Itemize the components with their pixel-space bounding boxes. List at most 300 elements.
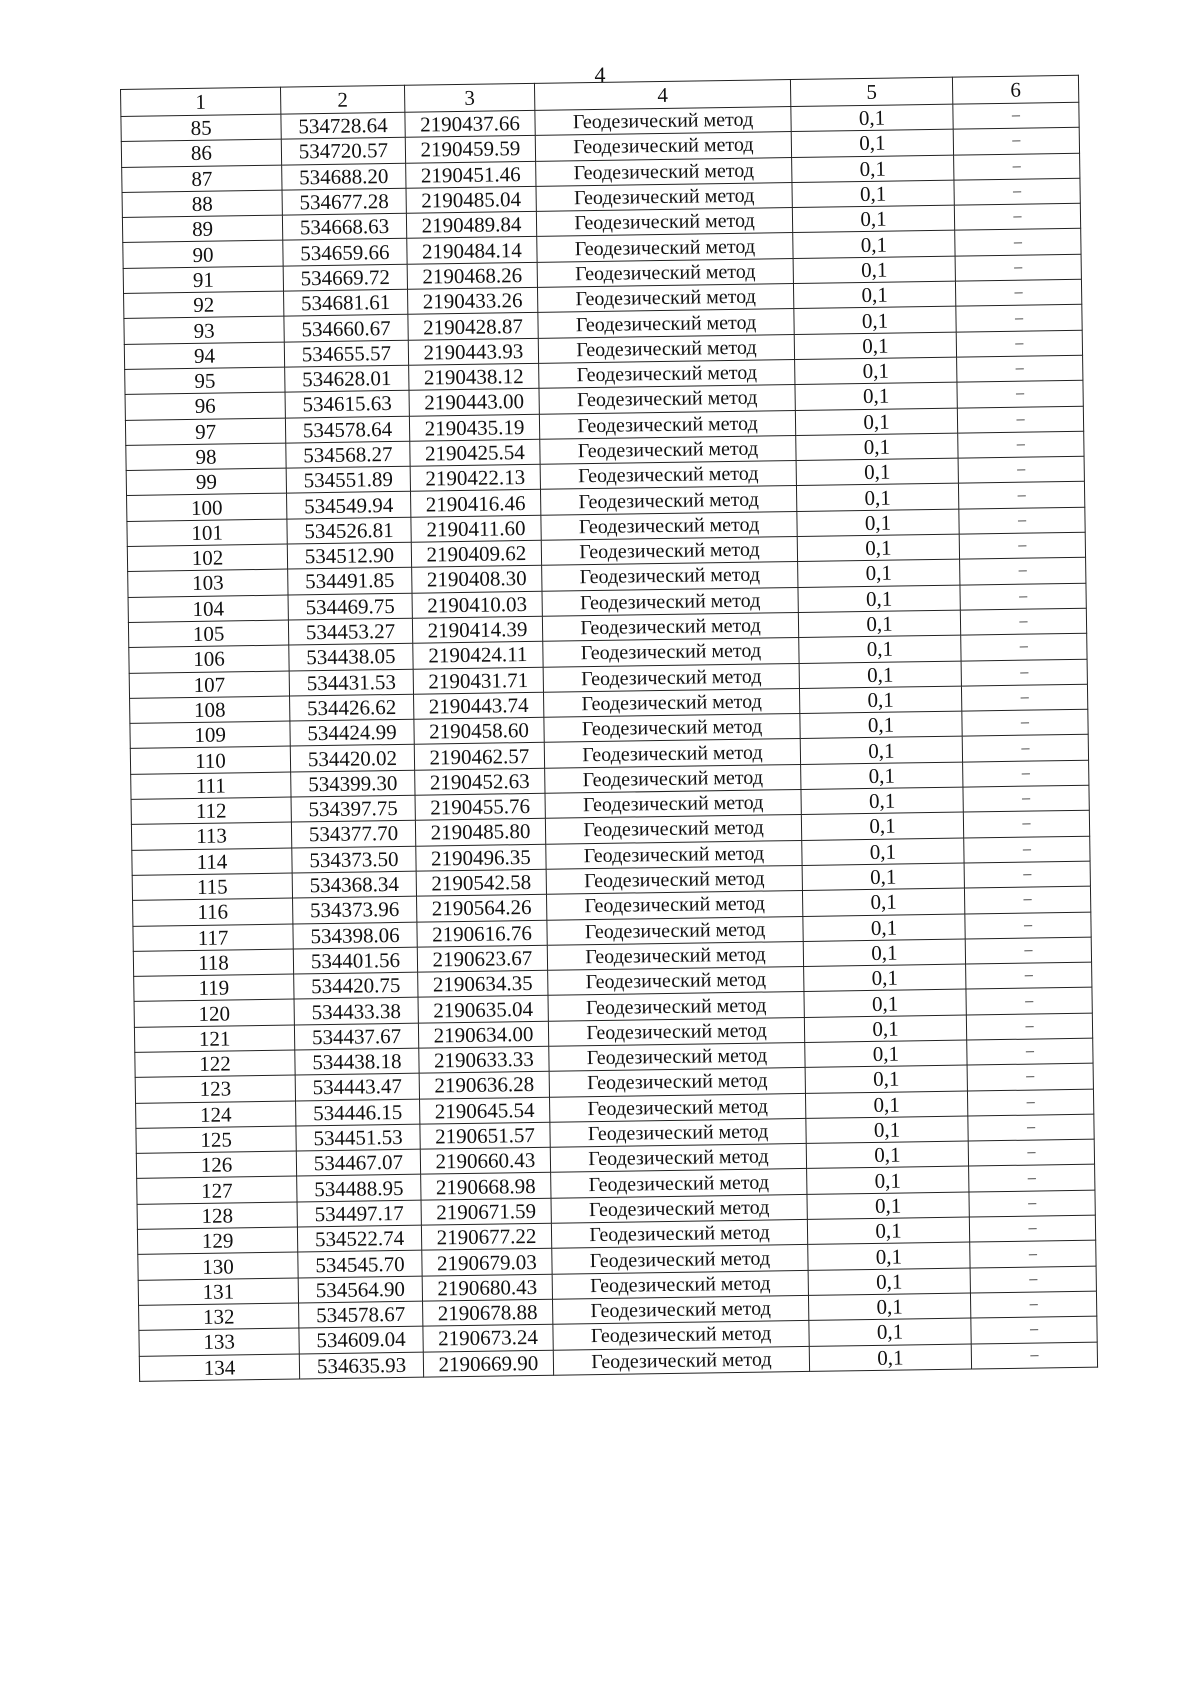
- description-cell: –: [963, 785, 1089, 812]
- y-coordinate-cell: 2190645.54: [420, 1097, 550, 1124]
- point-number-cell: 119: [134, 974, 294, 1002]
- x-coordinate-cell: 534669.72: [283, 264, 407, 291]
- point-number-cell: 99: [126, 468, 286, 496]
- method-cell: Геодезический метод: [553, 1321, 809, 1350]
- method-cell: Геодезический метод: [540, 461, 796, 490]
- description-cell: –: [954, 203, 1080, 230]
- method-cell: Геодезический метод: [537, 284, 793, 313]
- description-cell: –: [962, 709, 1088, 736]
- y-coordinate-cell: 2190623.67: [417, 945, 547, 972]
- description-cell: –: [968, 1114, 1094, 1141]
- x-coordinate-cell: 534728.64: [281, 112, 405, 139]
- x-coordinate-cell: 534491.85: [288, 568, 412, 595]
- y-coordinate-cell: 2190485.80: [415, 819, 545, 846]
- description-cell: –: [961, 659, 1087, 686]
- accuracy-cell: 0,1: [798, 559, 960, 587]
- y-coordinate-cell: 2190489.84: [406, 212, 536, 239]
- accuracy-cell: 0,1: [793, 231, 955, 259]
- x-coordinate-cell: 534660.67: [284, 315, 408, 342]
- description-cell: –: [956, 330, 1082, 357]
- x-coordinate-cell: 534526.81: [287, 517, 411, 544]
- accuracy-cell: 0,1: [796, 433, 958, 461]
- point-number-cell: 93: [124, 316, 284, 344]
- x-coordinate-cell: 534467.07: [296, 1149, 420, 1176]
- y-coordinate-cell: 2190484.14: [407, 237, 537, 264]
- x-coordinate-cell: 534668.63: [282, 213, 406, 240]
- method-cell: Геодезический метод: [545, 764, 801, 793]
- method-cell: Геодезический метод: [546, 865, 802, 894]
- accuracy-cell: 0,1: [802, 888, 964, 916]
- description-cell: –: [953, 102, 1079, 129]
- point-number-cell: 109: [130, 721, 290, 749]
- description-cell: –: [964, 836, 1090, 863]
- description-cell: –: [965, 937, 1091, 964]
- point-number-cell: 108: [130, 696, 290, 724]
- description-cell: –: [965, 912, 1091, 939]
- accuracy-cell: 0,1: [801, 762, 963, 790]
- point-number-cell: 129: [137, 1227, 297, 1255]
- x-coordinate-cell: 534469.75: [288, 593, 412, 620]
- description-cell: –: [957, 355, 1083, 382]
- y-coordinate-cell: 2190425.54: [410, 439, 540, 466]
- method-cell: Геодезический метод: [542, 562, 798, 591]
- description-cell: –: [963, 760, 1089, 787]
- description-cell: –: [969, 1215, 1095, 1242]
- x-coordinate-cell: 534564.90: [298, 1276, 422, 1303]
- y-coordinate-cell: 2190458.60: [414, 717, 544, 744]
- description-cell: –: [957, 406, 1083, 433]
- description-cell: –: [958, 456, 1084, 483]
- description-cell: –: [955, 254, 1081, 281]
- header-cell: 5: [790, 77, 952, 106]
- y-coordinate-cell: 2190437.66: [405, 110, 535, 137]
- x-coordinate-cell: 534578.64: [285, 416, 409, 443]
- accuracy-cell: 0,1: [794, 306, 956, 334]
- accuracy-cell: 0,1: [792, 180, 954, 208]
- y-coordinate-cell: 2190410.03: [412, 591, 542, 618]
- method-cell: Геодезический метод: [545, 789, 801, 818]
- y-coordinate-cell: 2190616.76: [417, 920, 547, 947]
- method-cell: Геодезический метод: [547, 941, 803, 970]
- accuracy-cell: 0,1: [809, 1318, 971, 1346]
- accuracy-cell: 0,1: [797, 534, 959, 562]
- method-cell: Геодезический метод: [545, 815, 801, 844]
- description-cell: –: [971, 1342, 1097, 1369]
- accuracy-cell: 0,1: [796, 484, 958, 512]
- accuracy-cell: 0,1: [793, 281, 955, 309]
- method-cell: Геодезический метод: [535, 132, 791, 161]
- x-coordinate-cell: 534397.75: [291, 795, 415, 822]
- x-coordinate-cell: 534398.06: [293, 922, 417, 949]
- method-cell: Геодезический метод: [537, 258, 793, 287]
- page-number: 4: [594, 62, 606, 87]
- y-coordinate-cell: 2190435.19: [409, 414, 539, 441]
- accuracy-cell: 0,1: [802, 863, 964, 891]
- description-cell: –: [967, 1038, 1093, 1065]
- x-coordinate-cell: 534655.57: [284, 340, 408, 367]
- description-cell: –: [969, 1165, 1095, 1192]
- point-number-cell: 106: [129, 645, 289, 673]
- method-cell: Геодезический метод: [553, 1346, 809, 1375]
- method-cell: Геодезический метод: [549, 1068, 805, 1097]
- x-coordinate-cell: 534373.50: [292, 846, 416, 873]
- accuracy-cell: 0,1: [803, 914, 965, 942]
- accuracy-cell: 0,1: [808, 1268, 970, 1296]
- point-number-cell: 117: [133, 924, 293, 952]
- method-cell: Геодезический метод: [550, 1118, 806, 1147]
- y-coordinate-cell: 2190428.87: [408, 313, 538, 340]
- x-coordinate-cell: 534512.90: [287, 542, 411, 569]
- x-coordinate-cell: 534497.17: [297, 1200, 421, 1227]
- point-number-cell: 103: [128, 569, 288, 597]
- accuracy-cell: 0,1: [805, 1091, 967, 1119]
- accuracy-cell: 0,1: [807, 1166, 969, 1194]
- method-cell: Геодезический метод: [536, 182, 792, 211]
- y-coordinate-cell: 2190669.90: [423, 1350, 553, 1377]
- description-cell: –: [957, 381, 1083, 408]
- x-coordinate-cell: 534424.99: [290, 719, 414, 746]
- point-number-cell: 124: [136, 1101, 296, 1129]
- description-cell: –: [962, 735, 1088, 762]
- method-cell: Геодезический метод: [543, 663, 799, 692]
- point-number-cell: 110: [130, 746, 290, 774]
- method-cell: Геодезический метод: [548, 992, 804, 1021]
- y-coordinate-cell: 2190633.33: [419, 1046, 549, 1073]
- y-coordinate-cell: 2190414.39: [412, 616, 542, 643]
- point-number-cell: 122: [135, 1050, 295, 1078]
- method-cell: Геодезический метод: [544, 739, 800, 768]
- point-number-cell: 107: [129, 671, 289, 699]
- accuracy-cell: 0,1: [799, 635, 961, 663]
- accuracy-cell: 0,1: [804, 989, 966, 1017]
- point-number-cell: 134: [139, 1354, 299, 1382]
- point-number-cell: 111: [131, 772, 291, 800]
- header-cell: 2: [280, 85, 404, 114]
- y-coordinate-cell: 2190678.88: [423, 1299, 553, 1326]
- description-cell: –: [967, 1089, 1093, 1116]
- y-coordinate-cell: 2190660.43: [420, 1147, 550, 1174]
- method-cell: Геодезический метод: [547, 916, 803, 945]
- method-cell: Геодезический метод: [541, 537, 797, 566]
- description-cell: –: [960, 583, 1086, 610]
- y-coordinate-cell: 2190416.46: [411, 490, 541, 517]
- accuracy-cell: 0,1: [795, 408, 957, 436]
- description-cell: –: [960, 558, 1086, 585]
- point-number-cell: 121: [134, 1025, 294, 1053]
- y-coordinate-cell: 2190635.04: [418, 996, 548, 1023]
- description-cell: –: [953, 128, 1079, 155]
- description-cell: –: [967, 1063, 1093, 1090]
- x-coordinate-cell: 534681.61: [284, 289, 408, 316]
- method-cell: Геодезический метод: [542, 587, 798, 616]
- method-cell: Геодезический метод: [540, 486, 796, 515]
- description-cell: –: [968, 1139, 1094, 1166]
- point-number-cell: 128: [137, 1202, 297, 1230]
- description-cell: –: [955, 279, 1081, 306]
- y-coordinate-cell: 2190409.62: [411, 540, 541, 567]
- header-cell: 3: [404, 83, 534, 112]
- description-cell: –: [964, 886, 1090, 913]
- description-cell: –: [963, 811, 1089, 838]
- y-coordinate-cell: 2190431.71: [413, 667, 543, 694]
- description-cell: –: [970, 1291, 1096, 1318]
- y-coordinate-cell: 2190443.93: [408, 338, 538, 365]
- x-coordinate-cell: 534373.96: [293, 896, 417, 923]
- description-cell: –: [964, 861, 1090, 888]
- y-coordinate-cell: 2190634.35: [418, 970, 548, 997]
- accuracy-cell: 0,1: [808, 1242, 970, 1270]
- y-coordinate-cell: 2190485.04: [406, 186, 536, 213]
- method-cell: Геодезический метод: [535, 107, 791, 136]
- accuracy-cell: 0,1: [791, 129, 953, 157]
- method-cell: Геодезический метод: [536, 208, 792, 237]
- coordinates-table: [120, 75, 1098, 1382]
- x-coordinate-cell: 534437.67: [294, 1023, 418, 1050]
- method-cell: Геодезический метод: [550, 1144, 806, 1173]
- point-number-cell: 113: [131, 822, 291, 850]
- y-coordinate-cell: 2190651.57: [420, 1122, 550, 1149]
- y-coordinate-cell: 2190496.35: [416, 844, 546, 871]
- y-coordinate-cell: 2190634.00: [418, 1021, 548, 1048]
- description-cell: –: [966, 988, 1092, 1015]
- y-coordinate-cell: 2190671.59: [421, 1198, 551, 1225]
- point-number-cell: 127: [137, 1176, 297, 1204]
- point-number-cell: 132: [139, 1303, 299, 1331]
- method-cell: Геодезический метод: [541, 511, 797, 540]
- method-cell: Геодезический метод: [551, 1169, 807, 1198]
- x-coordinate-cell: 534609.04: [299, 1326, 423, 1353]
- accuracy-cell: 0,1: [807, 1192, 969, 1220]
- accuracy-cell: 0,1: [795, 382, 957, 410]
- x-coordinate-cell: 534659.66: [283, 239, 407, 266]
- y-coordinate-cell: 2190433.26: [408, 287, 538, 314]
- x-coordinate-cell: 534635.93: [299, 1352, 423, 1379]
- description-cell: –: [954, 178, 1080, 205]
- accuracy-cell: 0,1: [801, 812, 963, 840]
- point-number-cell: 98: [126, 443, 286, 471]
- point-number-cell: 101: [127, 519, 287, 547]
- accuracy-cell: 0,1: [793, 256, 955, 284]
- description-cell: –: [966, 1013, 1092, 1040]
- point-number-cell: 90: [123, 241, 283, 269]
- x-coordinate-cell: 534377.70: [291, 821, 415, 848]
- method-cell: Геодезический метод: [537, 233, 793, 262]
- method-cell: Геодезический метод: [539, 410, 795, 439]
- point-number-cell: 89: [122, 215, 282, 243]
- accuracy-cell: 0,1: [807, 1217, 969, 1245]
- point-number-cell: 94: [124, 342, 284, 370]
- x-coordinate-cell: 534488.95: [297, 1175, 421, 1202]
- x-coordinate-cell: 534420.02: [290, 745, 414, 772]
- point-number-cell: 91: [123, 266, 283, 294]
- x-coordinate-cell: 534549.94: [287, 492, 411, 519]
- accuracy-cell: 0,1: [798, 610, 960, 638]
- header-cell: 6: [952, 75, 1078, 104]
- method-cell: Геодезический метод: [542, 612, 798, 641]
- x-coordinate-cell: 534443.47: [295, 1073, 419, 1100]
- point-number-cell: 130: [138, 1252, 298, 1280]
- point-number-cell: 118: [133, 949, 293, 977]
- accuracy-cell: 0,1: [801, 787, 963, 815]
- description-cell: –: [958, 482, 1084, 509]
- method-cell: Геодезический метод: [548, 967, 804, 996]
- point-number-cell: 102: [127, 544, 287, 572]
- point-number-cell: 126: [136, 1151, 296, 1179]
- accuracy-cell: 0,1: [791, 104, 953, 132]
- header-cell: 1: [121, 87, 281, 116]
- description-cell: –: [959, 532, 1085, 559]
- description-cell: –: [970, 1241, 1096, 1268]
- y-coordinate-cell: 2190443.74: [414, 692, 544, 719]
- description-cell: –: [961, 684, 1087, 711]
- y-coordinate-cell: 2190468.26: [407, 262, 537, 289]
- x-coordinate-cell: 534420.75: [294, 972, 418, 999]
- accuracy-cell: 0,1: [809, 1344, 971, 1372]
- coordinates-table-wrapper: [120, 75, 1097, 1382]
- y-coordinate-cell: 2190564.26: [417, 894, 547, 921]
- point-number-cell: 100: [127, 494, 287, 522]
- method-cell: Геодезический метод: [546, 891, 802, 920]
- y-coordinate-cell: 2190668.98: [421, 1173, 551, 1200]
- x-coordinate-cell: 534545.70: [298, 1251, 422, 1278]
- accuracy-cell: 0,1: [799, 686, 961, 714]
- accuracy-cell: 0,1: [794, 332, 956, 360]
- x-coordinate-cell: 534426.62: [290, 694, 414, 721]
- accuracy-cell: 0,1: [804, 1015, 966, 1043]
- point-number-cell: 125: [136, 1126, 296, 1154]
- accuracy-cell: 0,1: [804, 964, 966, 992]
- point-number-cell: 92: [124, 291, 284, 319]
- description-cell: –: [971, 1316, 1097, 1343]
- description-cell: –: [954, 153, 1080, 180]
- x-coordinate-cell: 534551.89: [286, 466, 410, 493]
- method-cell: Геодезический метод: [538, 334, 794, 363]
- x-coordinate-cell: 534688.20: [282, 163, 406, 190]
- accuracy-cell: 0,1: [800, 736, 962, 764]
- y-coordinate-cell: 2190677.22: [421, 1223, 551, 1250]
- description-cell: –: [955, 229, 1081, 256]
- y-coordinate-cell: 2190680.43: [422, 1274, 552, 1301]
- accuracy-cell: 0,1: [797, 509, 959, 537]
- accuracy-cell: 0,1: [796, 458, 958, 486]
- description-cell: –: [959, 507, 1085, 534]
- method-cell: Геодезический метод: [546, 840, 802, 869]
- x-coordinate-cell: 534446.15: [296, 1099, 420, 1126]
- x-coordinate-cell: 534451.53: [296, 1124, 420, 1151]
- header-cell: 4: [534, 80, 790, 111]
- method-cell: Геодезический метод: [536, 157, 792, 186]
- x-coordinate-cell: 534368.34: [292, 871, 416, 898]
- method-cell: Геодезический метод: [553, 1295, 809, 1324]
- accuracy-cell: 0,1: [795, 357, 957, 385]
- method-cell: Геодезический метод: [549, 1093, 805, 1122]
- accuracy-cell: 0,1: [802, 838, 964, 866]
- accuracy-cell: 0,1: [808, 1293, 970, 1321]
- point-number-cell: 96: [125, 392, 285, 420]
- x-coordinate-cell: 534677.28: [282, 188, 406, 215]
- method-cell: Геодезический метод: [551, 1219, 807, 1248]
- point-number-cell: 85: [121, 114, 281, 142]
- point-number-cell: 105: [128, 620, 288, 648]
- y-coordinate-cell: 2190438.12: [409, 363, 539, 390]
- description-cell: –: [966, 962, 1092, 989]
- table-body: [121, 75, 1098, 1381]
- point-number-cell: 88: [122, 190, 282, 218]
- accuracy-cell: 0,1: [803, 939, 965, 967]
- y-coordinate-cell: 2190408.30: [412, 566, 542, 593]
- y-coordinate-cell: 2190422.13: [410, 464, 540, 491]
- y-coordinate-cell: 2190451.46: [406, 161, 536, 188]
- x-coordinate-cell: 534453.27: [288, 618, 412, 645]
- point-number-cell: 116: [133, 898, 293, 926]
- x-coordinate-cell: 534568.27: [286, 441, 410, 468]
- method-cell: Геодезический метод: [539, 385, 795, 414]
- point-number-cell: 95: [125, 367, 285, 395]
- x-coordinate-cell: 534433.38: [294, 998, 418, 1025]
- method-cell: Геодезический метод: [538, 309, 794, 338]
- x-coordinate-cell: 534578.67: [299, 1301, 423, 1328]
- point-number-cell: 86: [121, 139, 281, 167]
- accuracy-cell: 0,1: [799, 661, 961, 689]
- description-cell: –: [960, 608, 1086, 635]
- accuracy-cell: 0,1: [806, 1141, 968, 1169]
- description-cell: –: [970, 1266, 1096, 1293]
- y-coordinate-cell: 2190636.28: [419, 1072, 549, 1099]
- method-cell: Геодезический метод: [548, 1017, 804, 1046]
- description-cell: –: [958, 431, 1084, 458]
- method-cell: Геодезический метод: [544, 714, 800, 743]
- description-cell: –: [969, 1190, 1095, 1217]
- accuracy-cell: 0,1: [792, 205, 954, 233]
- point-number-cell: 120: [134, 999, 294, 1027]
- y-coordinate-cell: 2190452.63: [415, 768, 545, 795]
- point-number-cell: 133: [139, 1328, 299, 1356]
- point-number-cell: 112: [131, 797, 291, 825]
- point-number-cell: 104: [128, 595, 288, 623]
- x-coordinate-cell: 534399.30: [291, 770, 415, 797]
- y-coordinate-cell: 2190673.24: [423, 1324, 553, 1351]
- method-cell: Геодезический метод: [549, 1042, 805, 1071]
- y-coordinate-cell: 2190443.00: [409, 389, 539, 416]
- y-coordinate-cell: 2190411.60: [411, 515, 541, 542]
- x-coordinate-cell: 534438.18: [295, 1048, 419, 1075]
- x-coordinate-cell: 534522.74: [297, 1225, 421, 1252]
- x-coordinate-cell: 534628.01: [285, 365, 409, 392]
- point-number-cell: 97: [125, 418, 285, 446]
- accuracy-cell: 0,1: [805, 1040, 967, 1068]
- x-coordinate-cell: 534615.63: [285, 391, 409, 418]
- description-cell: –: [961, 633, 1087, 660]
- method-cell: Геодезический метод: [552, 1270, 808, 1299]
- method-cell: Геодезический метод: [552, 1245, 808, 1274]
- description-cell: –: [956, 305, 1082, 332]
- y-coordinate-cell: 2190424.11: [413, 642, 543, 669]
- x-coordinate-cell: 534720.57: [281, 138, 405, 165]
- point-number-cell: 131: [138, 1278, 298, 1306]
- y-coordinate-cell: 2190542.58: [416, 869, 546, 896]
- x-coordinate-cell: 534431.53: [289, 669, 413, 696]
- y-coordinate-cell: 2190462.57: [414, 743, 544, 770]
- method-cell: Геодезический метод: [551, 1194, 807, 1223]
- x-coordinate-cell: 534401.56: [293, 947, 417, 974]
- accuracy-cell: 0,1: [805, 1065, 967, 1093]
- accuracy-cell: 0,1: [792, 155, 954, 183]
- method-cell: Геодезический метод: [540, 435, 796, 464]
- accuracy-cell: 0,1: [806, 1116, 968, 1144]
- x-coordinate-cell: 534438.05: [289, 643, 413, 670]
- y-coordinate-cell: 2190455.76: [415, 793, 545, 820]
- y-coordinate-cell: 2190679.03: [422, 1249, 552, 1276]
